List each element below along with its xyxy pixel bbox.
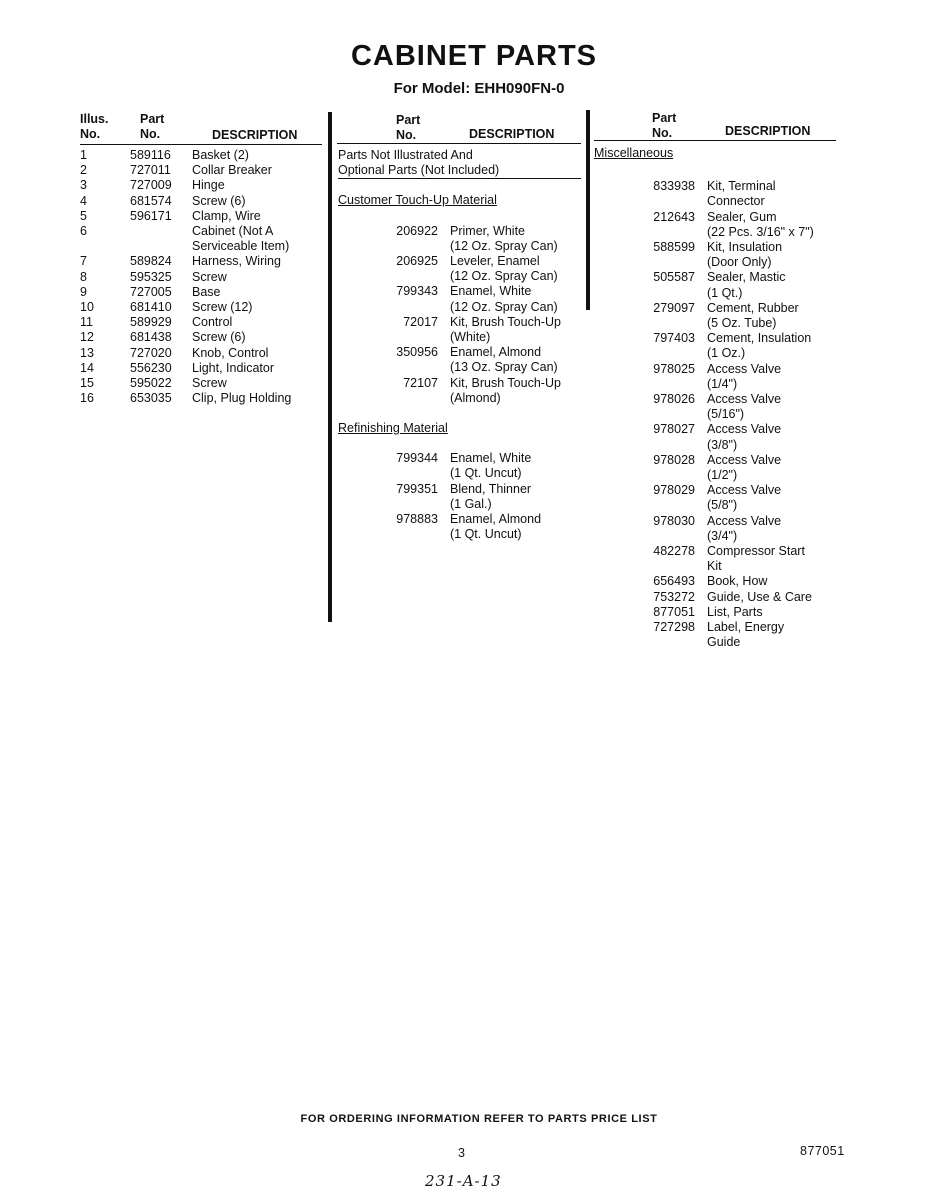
column-divider-right xyxy=(586,110,590,310)
list-item xyxy=(594,514,844,529)
list-item xyxy=(594,392,844,407)
part-description: Hinge xyxy=(192,178,225,193)
list-item xyxy=(594,559,844,574)
part-number: 727011 xyxy=(130,163,171,178)
list-item xyxy=(338,466,583,481)
list-item xyxy=(338,482,583,497)
list-item xyxy=(338,300,583,315)
part-description: (1/2") xyxy=(707,468,738,483)
part-description: (Door Only) xyxy=(707,255,772,270)
list-item xyxy=(594,316,844,331)
part-description: Access Valve xyxy=(707,513,782,528)
section-miscellaneous: Miscellaneous xyxy=(594,146,674,160)
part-description: List, Parts xyxy=(707,604,763,619)
part-number xyxy=(594,468,707,483)
col1-header-desc: DESCRIPTION xyxy=(212,128,298,142)
part-description: Cement, Insulation xyxy=(707,331,812,346)
part-description: Access Valve xyxy=(707,392,782,407)
table-row xyxy=(80,178,325,193)
part-number xyxy=(338,330,450,345)
illus-number: 1 xyxy=(80,148,87,162)
part-number: 978030 xyxy=(653,513,695,528)
list-item xyxy=(594,194,844,209)
list-item xyxy=(594,301,844,316)
table-row xyxy=(80,224,325,239)
part-description: Kit, Brush Touch-Up xyxy=(450,375,561,390)
part-number: 681410 xyxy=(130,300,172,315)
part-number: 482278 xyxy=(653,544,695,559)
part-description: (22 Pcs. 3/16" x 7") xyxy=(707,224,814,239)
list-item xyxy=(338,224,583,239)
part-description: Enamel, White xyxy=(450,284,532,299)
refinish-list xyxy=(338,451,583,542)
part-number xyxy=(594,194,707,209)
part-number xyxy=(338,466,450,481)
part-description: Kit, Brush Touch-Up xyxy=(450,314,561,329)
illus-number: 13 xyxy=(80,345,94,360)
col2-header-part-line2: No. xyxy=(396,128,417,142)
part-number: 72017 xyxy=(403,314,438,329)
part-number: 978883 xyxy=(396,512,438,527)
part-number xyxy=(594,225,707,240)
part-description: Blend, Thinner xyxy=(450,481,532,496)
part-description: (1 Oz.) xyxy=(707,346,746,361)
not-illustrated-note-line2: Optional Parts (Not Included) xyxy=(338,163,581,179)
part-description: Cement, Rubber xyxy=(707,300,799,315)
part-number: 799343 xyxy=(396,284,438,299)
part-description: Control xyxy=(192,315,233,330)
part-number: 978026 xyxy=(653,392,695,407)
part-description: Clip, Plug Holding xyxy=(192,391,292,406)
col1-header-part-line1: Part xyxy=(140,112,165,126)
part-description: Sealer, Mastic xyxy=(707,270,786,285)
part-description: Clamp, Wire xyxy=(192,208,261,223)
part-number xyxy=(594,255,707,270)
table-row xyxy=(80,330,325,345)
part-description: Enamel, White xyxy=(450,451,532,466)
part-number: 753272 xyxy=(653,589,695,604)
illus-number: 12 xyxy=(80,330,94,345)
col1-header-illus-line2: No. xyxy=(80,127,101,141)
list-item xyxy=(594,377,844,392)
part-description: Primer, White xyxy=(450,223,526,238)
part-description: (5/8") xyxy=(707,498,738,513)
illus-number: 15 xyxy=(80,376,94,391)
page-title: CABINET PARTS xyxy=(350,40,598,72)
model-subtitle: For Model: EHH090FN-0 xyxy=(393,80,565,97)
part-description: Connector xyxy=(707,194,765,209)
part-number: 727020 xyxy=(130,345,172,360)
list-item xyxy=(594,438,844,453)
col1-header-rule xyxy=(80,144,322,145)
illus-number: 9 xyxy=(80,284,87,299)
part-number: 978027 xyxy=(653,422,695,437)
part-description: (1 Gal.) xyxy=(450,496,492,511)
illus-number: 2 xyxy=(80,163,87,178)
section-refinishing: Refinishing Material xyxy=(338,421,448,436)
list-item xyxy=(338,512,583,527)
col2-header-part xyxy=(396,113,420,143)
part-description: (13 Oz. Spray Can) xyxy=(450,360,558,375)
part-description: Basket (2) xyxy=(192,148,249,162)
list-item xyxy=(594,179,844,194)
part-description: Access Valve xyxy=(707,452,782,467)
part-description: Kit, Terminal xyxy=(707,179,776,194)
list-item xyxy=(338,451,583,466)
part-description: Enamel, Almond xyxy=(450,512,542,527)
part-description: Book, How xyxy=(707,574,768,589)
list-item xyxy=(594,255,844,270)
list-item xyxy=(594,362,844,377)
part-number: 727009 xyxy=(130,178,172,193)
part-number xyxy=(338,497,450,512)
part-number: 206922 xyxy=(396,223,438,238)
col3-content xyxy=(594,146,844,651)
list-item xyxy=(594,529,844,544)
handwritten-code: 231-A-13 xyxy=(425,1172,502,1190)
list-item xyxy=(594,605,844,620)
part-number: 350956 xyxy=(396,345,438,360)
list-item xyxy=(594,331,844,346)
col1-header-part xyxy=(140,112,164,142)
col2-header-desc: DESCRIPTION xyxy=(469,127,555,141)
part-description: Serviceable Item) xyxy=(192,239,290,254)
part-number: 681438 xyxy=(130,330,172,345)
part-description: (5 Oz. Tube) xyxy=(707,316,777,331)
list-item xyxy=(338,527,583,542)
part-description: Access Valve xyxy=(707,483,782,498)
part-description: (3/4") xyxy=(707,528,738,543)
column-divider-left xyxy=(328,112,332,622)
part-description: (12 Oz. Spray Can) xyxy=(450,238,558,253)
list-item xyxy=(594,620,844,635)
list-item xyxy=(594,590,844,605)
list-item xyxy=(338,239,583,254)
table-row xyxy=(80,346,325,361)
part-number xyxy=(338,300,450,315)
part-number: 596171 xyxy=(130,208,172,223)
illus-number: 7 xyxy=(80,254,87,269)
list-item xyxy=(594,240,844,255)
part-description: Sealer, Gum xyxy=(707,209,777,224)
part-number: 656493 xyxy=(653,574,695,589)
list-item xyxy=(338,360,583,375)
list-item xyxy=(594,635,844,650)
part-description: Access Valve xyxy=(707,422,782,437)
illus-number: 6 xyxy=(80,224,87,239)
col3-header-part-line2: No. xyxy=(652,126,673,140)
list-item xyxy=(594,483,844,498)
list-item xyxy=(594,346,844,361)
part-number: 588599 xyxy=(653,240,695,255)
part-number: 727005 xyxy=(130,284,172,299)
list-item xyxy=(594,270,844,285)
part-number xyxy=(338,269,450,284)
col2-header-part-line1: Part xyxy=(396,113,421,127)
section-customer-touchup: Customer Touch-Up Material xyxy=(338,193,497,208)
part-description: (1/4") xyxy=(707,376,738,391)
part-number xyxy=(130,224,192,239)
list-item xyxy=(594,210,844,225)
illus-number: 10 xyxy=(80,300,94,315)
list-item xyxy=(594,422,844,437)
part-number xyxy=(594,407,707,422)
part-number xyxy=(594,635,707,650)
part-number: 72107 xyxy=(403,375,438,390)
part-number xyxy=(338,360,450,375)
col1-header-part-line2: No. xyxy=(140,127,161,141)
table-row xyxy=(80,194,325,209)
part-number: 595022 xyxy=(130,376,172,391)
part-number xyxy=(594,498,707,513)
part-description: Compressor Start xyxy=(707,544,805,559)
part-number xyxy=(338,391,450,406)
part-number: 589824 xyxy=(130,254,172,269)
part-description: Leveler, Enamel xyxy=(450,254,540,269)
col1-parts-list xyxy=(80,148,325,406)
table-row xyxy=(80,254,325,269)
touchup-list xyxy=(338,224,583,406)
not-illustrated-note-line1: Parts Not Illustrated And xyxy=(338,148,473,162)
table-row xyxy=(80,163,325,178)
part-number xyxy=(338,527,450,542)
part-description: (12 Oz. Spray Can) xyxy=(450,269,558,284)
part-number: 505587 xyxy=(653,270,695,285)
list-item xyxy=(338,284,583,299)
part-number: 978028 xyxy=(653,452,695,467)
illus-number: 5 xyxy=(80,208,87,223)
part-number: 978025 xyxy=(653,361,695,376)
list-item xyxy=(338,497,583,512)
table-row xyxy=(80,148,325,163)
illus-number: 11 xyxy=(80,315,93,330)
illus-number: 16 xyxy=(80,391,94,406)
col3-header-part xyxy=(652,111,676,141)
part-number: 833938 xyxy=(653,179,695,194)
table-row xyxy=(80,285,325,300)
part-number: 279097 xyxy=(653,300,695,315)
table-row xyxy=(80,391,325,406)
list-item xyxy=(338,345,583,360)
part-description: (3/8") xyxy=(707,437,738,452)
part-number xyxy=(594,438,707,453)
list-item xyxy=(594,544,844,559)
part-number xyxy=(130,239,192,254)
part-number xyxy=(594,529,707,544)
part-description: Label, Energy xyxy=(707,620,785,635)
part-number: 589116 xyxy=(130,148,171,162)
part-description: Guide, Use & Care xyxy=(707,589,812,604)
table-row xyxy=(80,361,325,376)
part-description: Collar Breaker xyxy=(192,163,272,178)
list-item xyxy=(338,254,583,269)
part-number: 212643 xyxy=(653,209,695,224)
col3-header-part-line1: Part xyxy=(652,111,677,125)
part-description: Screw (6) xyxy=(192,193,246,208)
list-item xyxy=(594,286,844,301)
list-item xyxy=(594,407,844,422)
col1-header-illus xyxy=(80,112,108,142)
list-item xyxy=(338,391,583,406)
part-description: Access Valve xyxy=(707,361,782,376)
part-description: Base xyxy=(192,284,221,299)
part-description: Guide xyxy=(707,635,741,650)
part-number: 799344 xyxy=(396,451,438,466)
part-number xyxy=(594,316,707,331)
part-number: 681574 xyxy=(130,193,172,208)
part-description: Cabinet (Not A xyxy=(192,224,274,239)
part-number: 799351 xyxy=(396,481,438,496)
list-item xyxy=(594,468,844,483)
part-number: 797403 xyxy=(653,331,695,346)
ordering-info-note: FOR ORDERING INFORMATION REFER TO PARTS PRICE LIST xyxy=(300,1113,658,1125)
illus-number: 3 xyxy=(80,178,87,193)
part-description: (1 Qt.) xyxy=(707,285,743,300)
part-number xyxy=(338,239,450,254)
table-row xyxy=(80,315,325,330)
part-description: Screw xyxy=(192,269,227,284)
part-number xyxy=(594,286,707,301)
part-description: (1 Qt. Uncut) xyxy=(450,466,522,481)
part-number: 556230 xyxy=(130,360,172,375)
col1-header-illus-line1: Illus. xyxy=(80,112,109,126)
list-item xyxy=(594,225,844,240)
part-description: Kit, Insulation xyxy=(707,240,783,255)
part-description: Knob, Control xyxy=(192,345,269,360)
table-row xyxy=(80,300,325,315)
illus-number: 4 xyxy=(80,193,87,208)
part-number xyxy=(594,346,707,361)
document-number: 877051 xyxy=(800,1144,845,1158)
part-description: Light, Indicator xyxy=(192,360,274,375)
part-description: (Almond) xyxy=(450,390,501,405)
part-description: Kit xyxy=(707,559,722,574)
part-description: (12 Oz. Spray Can) xyxy=(450,299,558,314)
part-description: Screw (6) xyxy=(192,330,246,345)
col2-content xyxy=(338,148,583,542)
table-row xyxy=(80,209,325,224)
table-row xyxy=(80,270,325,285)
part-description: (White) xyxy=(450,330,491,345)
list-item xyxy=(594,498,844,513)
list-item xyxy=(338,330,583,345)
list-item xyxy=(338,376,583,391)
table-row xyxy=(80,239,325,254)
list-item xyxy=(594,574,844,589)
misc-list xyxy=(594,179,844,650)
col3-header-desc: DESCRIPTION xyxy=(725,124,811,138)
list-item xyxy=(338,315,583,330)
part-number: 877051 xyxy=(653,604,695,619)
part-description: Screw xyxy=(192,376,227,391)
part-description: (1 Qt. Uncut) xyxy=(450,527,522,542)
part-description: Screw (12) xyxy=(192,300,253,315)
page-number: 3 xyxy=(458,1146,465,1160)
table-row xyxy=(80,376,325,391)
part-number: 206925 xyxy=(396,254,438,269)
part-number: 589929 xyxy=(130,315,172,330)
part-number xyxy=(594,377,707,392)
list-item xyxy=(594,453,844,468)
illus-number: 14 xyxy=(80,360,94,375)
part-number: 595325 xyxy=(130,269,172,284)
list-item xyxy=(338,269,583,284)
illus-number xyxy=(80,239,130,254)
part-number: 653035 xyxy=(130,391,172,406)
part-number: 727298 xyxy=(653,620,695,635)
col2-header-rule xyxy=(337,143,581,144)
col3-header-rule xyxy=(594,140,836,141)
illus-number: 8 xyxy=(80,269,87,284)
part-description: Enamel, Almond xyxy=(450,345,542,360)
part-number: 978029 xyxy=(653,483,695,498)
part-description: (5/16") xyxy=(707,407,745,422)
part-number xyxy=(594,559,707,574)
part-description: Harness, Wiring xyxy=(192,254,281,269)
